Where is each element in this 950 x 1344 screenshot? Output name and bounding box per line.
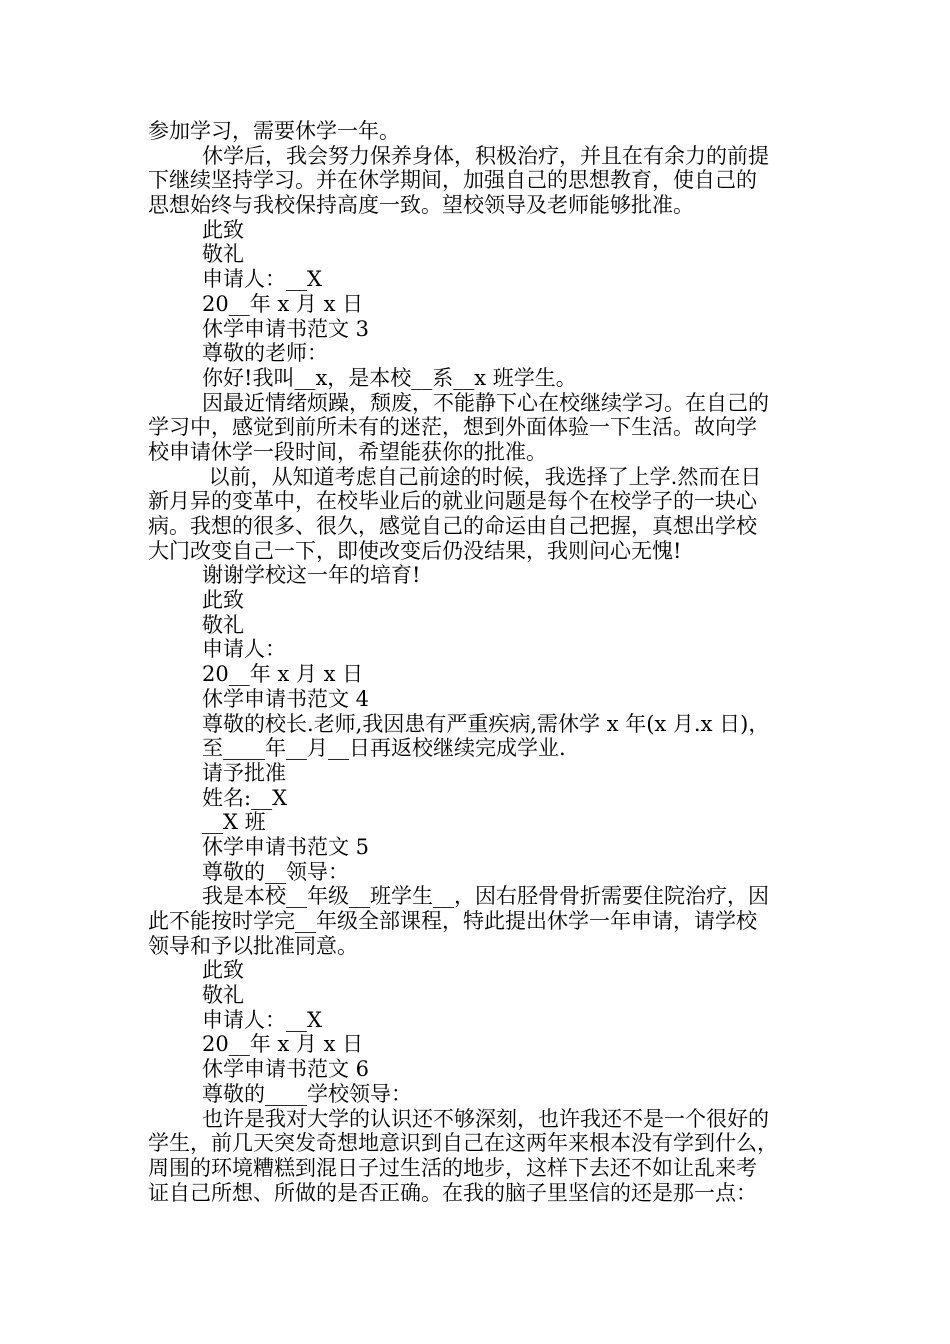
text-line: 20__年 x 月 x 日 (202, 291, 364, 316)
text-line: 校申请休学一段时间，希望能获你的批准。 (148, 439, 547, 464)
text-line: 下继续坚持学习。并在休学期间，加强自己的思想教育，使自己的 (148, 168, 757, 193)
text-line: __X 班 (202, 810, 266, 835)
text-line: 此致 (202, 217, 244, 242)
text-line: 休学申请书范文 4 (202, 686, 370, 711)
text-line: 因最近情绪烦躁，颓废，不能静下心在校继续学习。在自己的 (202, 390, 769, 415)
text-line: 申请人： (202, 637, 286, 662)
text-line: 休学申请书范文 6 (202, 1057, 370, 1082)
text-line: 你好!我叫__x，是本校__系__x 班学生。 (202, 365, 577, 390)
text-line: 休学申请书范文 5 (202, 834, 370, 859)
text-line: 证自己所想、所做的是否正确。在我的脑子里坚信的还是那一点： (148, 1180, 757, 1205)
text-line: 尊敬的老师： (202, 341, 328, 366)
text-line: 也许是我对大学的认识还不够深刻，也许我还不是一个很好的 (202, 1106, 769, 1131)
text-line: 此致 (202, 958, 244, 983)
text-line: 请予批准 (202, 760, 286, 785)
text-line: 大门改变自己一下，即使改变后仍没结果，我则问心无愧! (148, 538, 682, 563)
text-line: 思想始终与我校保持高度一致。望校领导及老师能够批准。 (148, 193, 694, 218)
text-line: 我是本校__年级__班学生__，因右胫骨骨折需要住院治疗，因 (202, 884, 769, 909)
text-line: 谢谢学校这一年的培育! (202, 563, 421, 588)
text-line: 休学后，我会努力保养身体，积极治疗，并且在有余力的前提 (202, 143, 769, 168)
text-line: 敬礼 (202, 983, 244, 1008)
text-line: 以前，从知道考虑自己前途的时候，我选择了上学.然而在日 (202, 464, 762, 489)
text-line: 20__年 x 月 x 日 (202, 1032, 364, 1057)
text-line: 周围的环境糟糕到混日子过生活的地步，这样下去还不如让乱来考 (148, 1155, 757, 1180)
text-line: 敬礼 (202, 242, 244, 267)
text-line: 尊敬的____学校领导： (202, 1081, 412, 1106)
text-line: 申请人：__X (202, 1007, 322, 1032)
text-line: 尊敬的校长.老师,我因患有严重疾病,需休学 x 年(x 月.x 日)， (202, 711, 770, 736)
text-line: 尊敬的__领导： (202, 859, 349, 884)
text-line: 20__年 x 月 x 日 (202, 662, 364, 687)
text-line: 学习中，感觉到前所未有的迷茫，想到外面体验一下生活。故向学 (148, 415, 757, 440)
text-line: 学生，前几天突发奇想地意识到自己在这两年来根本没有学到什么， (148, 1131, 778, 1156)
text-line: 领导和予以批准同意。 (148, 933, 358, 958)
text-line: 参加学习，需要休学一年。 (148, 119, 400, 143)
text-line: 姓名:__X (202, 785, 288, 810)
text-line: 此不能按时学完__年级全部课程，特此提出休学一年申请，请学校 (148, 909, 757, 933)
text-line: 休学申请书范文 3 (202, 316, 370, 341)
text-line: 病。我想的很多、很久，感觉自己的命运由自己把握，真想出学校 (148, 514, 757, 538)
document-body (148, 119, 808, 1205)
text-line: 此致 (202, 588, 244, 613)
text-line: 申请人：__X (202, 267, 322, 292)
text-line: 至____年__月__日再返校继续完成学业. (202, 736, 566, 761)
text-line: 敬礼 (202, 612, 244, 637)
text-line: 新月异的变革中，在校毕业后的就业问题是每个在校学子的一块心 (148, 489, 757, 514)
